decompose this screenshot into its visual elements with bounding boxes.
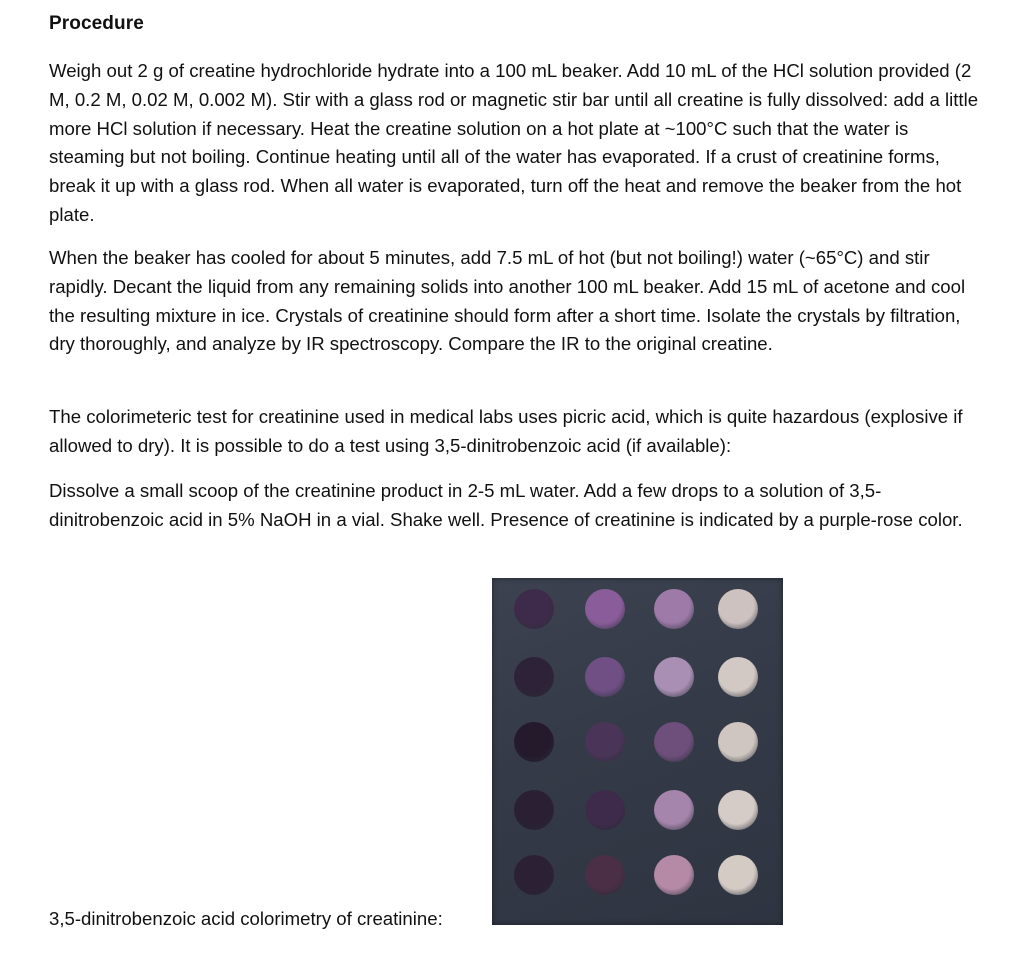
test-well [585, 589, 625, 629]
test-well [585, 657, 625, 697]
section-heading: Procedure [49, 13, 144, 34]
paragraph-recrystallization: When the beaker has cooled for about 5 minutes, add 7.5 mL of hot (but not boiling!) water (~65°C) and stir rapidly. Decant the liquid from any remaining solids into another 100 mL beaker. Add 15 mL of acetone and cool the resulting mixture in ice. Crystals of creatinine should form after a short time. Isolate the crystals by filtration, dry thoroughly, and analyze by IR spectroscopy. Compare the IR to the original creatine. [49, 247, 966, 355]
figure-caption: 3,5-dinitrobenzoic acid colorimetry of creatinine: [49, 908, 443, 929]
test-well [718, 722, 758, 762]
test-well [585, 722, 625, 762]
test-well [718, 589, 758, 629]
test-well [718, 657, 758, 697]
test-well [514, 589, 554, 629]
paragraph-test-procedure: Dissolve a small scoop of the creatinine product in 2-5 mL water. Add a few drops to a solution of 3,5-dinitrobenzoic acid in 5% NaOH in a vial. Shake well. Presence of creatinine is indicated by a purple-rose color. [49, 480, 963, 530]
test-well [654, 657, 694, 697]
test-well [718, 855, 758, 895]
paragraph-synthesis: Weigh out 2 g of creatine hydrochloride hydrate into a 100 mL beaker. Add 10 mL of the HCl solution provided (2 M, 0.2 M, 0.02 M, 0.002 M). Stir with a glass rod or magnetic stir bar until all creatine is fully dissolved: add a little more HCl solution if necessary. Heat the creatine solution on a hot plate at ~100°C such that the water is steaming but not boiling. Continue heating until all of the water has evaporated. If a crust of creatinine forms, break it up with a glass rod. When all water is evaporated, turn off the heat and remove the beaker from the hot plate. [49, 60, 979, 225]
test-well [514, 722, 554, 762]
test-well [514, 790, 554, 830]
test-well [585, 855, 625, 895]
test-well [654, 790, 694, 830]
paragraph-colorimetric-test: The colorimeteric test for creatinine used in medical labs uses picric acid, which is quite hazardous (explosive if allowed to dry). It is possible to do a test using 3,5-dinitrobenzoic acid (if available): [49, 406, 963, 456]
test-well [654, 589, 694, 629]
test-well [718, 790, 758, 830]
test-well [654, 722, 694, 762]
test-well [654, 855, 694, 895]
spot-plate-photo [492, 578, 783, 925]
test-well [585, 790, 625, 830]
test-well [514, 855, 554, 895]
test-well [514, 657, 554, 697]
